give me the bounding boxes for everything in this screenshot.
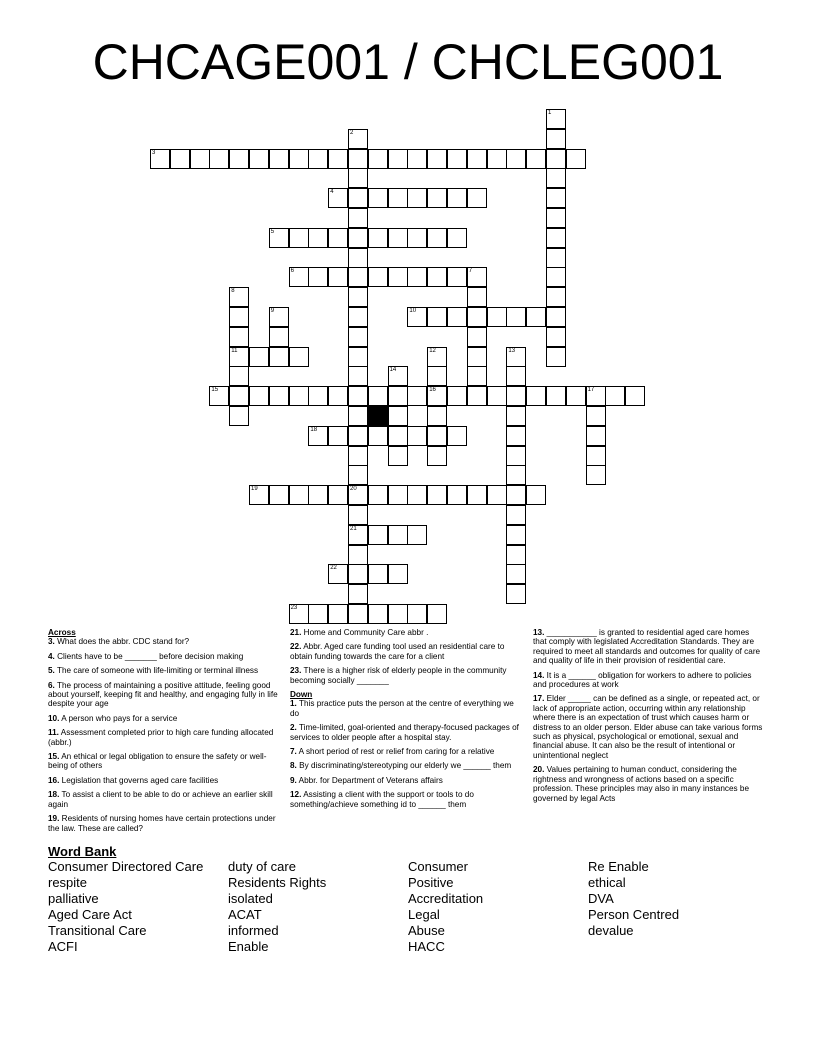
grid-cell[interactable] (447, 307, 467, 327)
clue-number: 16. (48, 775, 60, 785)
grid-cell[interactable] (368, 386, 388, 406)
grid-clue-number: 3 (152, 149, 156, 156)
clue-number: 13. (533, 628, 545, 637)
grid-cell[interactable] (368, 267, 388, 287)
clues-column-3 (533, 628, 765, 808)
clue-number: 4. (48, 651, 55, 661)
word-bank-item: HACC (408, 939, 445, 954)
word-bank-item: DVA (588, 891, 614, 906)
grid-cell[interactable] (348, 347, 368, 367)
grid-cell[interactable] (506, 465, 526, 485)
clue-text: The process of maintaining a positive attitude, feeling good about yourself, keeping fit and healthy, and engaging fully in life despite your age (48, 680, 278, 709)
grid-cell[interactable] (407, 525, 427, 545)
grid-cell[interactable] (348, 386, 368, 406)
clue-number: 10. (48, 713, 60, 723)
shaded-cell (368, 406, 388, 426)
grid-cell[interactable] (348, 564, 368, 584)
word-bank-column (588, 859, 679, 939)
grid-cell[interactable] (427, 604, 447, 624)
grid-cell[interactable] (368, 228, 388, 248)
grid-cell[interactable] (289, 347, 309, 367)
grid-cell[interactable] (209, 149, 229, 169)
grid-cell[interactable] (348, 248, 368, 268)
grid-clue-number: 2 (350, 129, 354, 136)
grid-cell[interactable] (308, 604, 328, 624)
word-bank-item: ethical (588, 875, 626, 890)
grid-cell[interactable] (427, 366, 447, 386)
grid-cell[interactable] (328, 485, 348, 505)
grid-cell[interactable] (526, 149, 546, 169)
grid-cell[interactable] (348, 228, 368, 248)
grid-cell[interactable] (427, 426, 447, 446)
clue-number: 21. (290, 628, 302, 637)
clue-text: Time-limited, goal-oriented and therapy-focused packages of services to older people after a hospital stay. (290, 723, 519, 742)
grid-cell[interactable] (348, 168, 368, 188)
grid-cell[interactable] (427, 188, 447, 208)
grid-clue-number: 16 (429, 387, 436, 394)
clue (48, 637, 278, 646)
grid-cell[interactable] (348, 267, 368, 287)
grid-clue-number: 14 (389, 367, 397, 374)
word-bank-item: ACAT (228, 907, 262, 922)
word-bank-item: Consumer Directored Care (48, 859, 204, 874)
grid-cell[interactable] (229, 149, 249, 169)
grid-cell[interactable] (546, 168, 566, 188)
word-bank-heading: Word Bank (48, 844, 117, 859)
word-bank-column (48, 859, 203, 955)
grid-cell[interactable] (348, 426, 368, 446)
grid-cell[interactable] (348, 366, 368, 386)
clue-number: 12. (290, 790, 302, 800)
grid-clue-number: 4 (330, 189, 334, 196)
grid-cell[interactable] (447, 426, 467, 446)
grid-cell[interactable] (447, 188, 467, 208)
clue-text: Abbr. for Department of Veterans affairs (296, 775, 443, 785)
clue (533, 671, 765, 690)
grid-cell[interactable] (506, 446, 526, 466)
grid-cell[interactable] (506, 307, 526, 327)
grid-cell[interactable] (526, 307, 546, 327)
grid-cell[interactable] (427, 446, 447, 466)
clues-column-1 (48, 628, 278, 838)
grid-cell[interactable] (269, 327, 289, 347)
grid-cell[interactable] (407, 228, 427, 248)
word-bank-item: Residents Rights (228, 875, 327, 890)
page-title: CHCAGE001 / CHCLEG001 (92, 34, 724, 90)
clue-number: 7. (290, 747, 297, 757)
clue (48, 752, 278, 771)
grid-cell[interactable] (586, 426, 606, 446)
grid-cell[interactable] (586, 446, 606, 466)
grid-cell[interactable] (447, 386, 467, 406)
grid-cell[interactable] (388, 446, 408, 466)
grid-cell[interactable] (427, 267, 447, 287)
grid-cell[interactable] (328, 426, 348, 446)
grid-cell[interactable] (348, 406, 368, 426)
clue-text: ___________ is granted to residential aged care homes that comply with legislated Accreditation Standards. They are required to meet all standards and outcomes for quality of care and quality of life in their provision of residential care. (533, 628, 761, 666)
grid-cell[interactable] (348, 188, 368, 208)
clue-number: 19. (48, 814, 60, 824)
word-bank-item: palliative (48, 891, 99, 906)
grid-cell[interactable] (348, 505, 368, 525)
grid-clue-number: 15 (211, 387, 219, 394)
grid-clue-number: 20 (350, 486, 357, 493)
grid-cell[interactable] (388, 485, 408, 505)
clue (48, 776, 278, 785)
grid-cell[interactable] (407, 188, 427, 208)
clue (290, 642, 522, 661)
grid-cell[interactable] (506, 366, 526, 386)
grid-cell[interactable] (348, 149, 368, 169)
grid-clue-number: 18 (310, 426, 318, 433)
clue-number: 18. (48, 790, 60, 800)
word-bank-item: Aged Care Act (48, 907, 132, 922)
word-bank-item: Positive (408, 875, 454, 890)
grid-cell[interactable] (289, 149, 309, 169)
grid-cell[interactable] (427, 307, 447, 327)
word-bank-item: informed (228, 923, 279, 938)
grid-cell[interactable] (348, 604, 368, 624)
clue-number: 11. (48, 728, 59, 738)
word-bank-item: ACFI (48, 939, 78, 954)
grid-cell[interactable] (249, 386, 269, 406)
clue-text: To assist a client to be able to do or achieve an earlier skill again (48, 790, 273, 809)
clue (290, 761, 522, 770)
word-bank-item: duty of care (228, 859, 296, 874)
clue-text: Values pertaining to human conduct, considering the rightness and wrongness of actions based on a specific profession. These principles may also in many instances be governed by legal Acts (533, 765, 750, 803)
clue (48, 652, 278, 661)
clue-text: Clients have to be _______ before decision making (54, 651, 244, 661)
grid-cell[interactable] (467, 327, 487, 347)
clue-number: 17. (533, 694, 545, 704)
clue-text: Home and Community Care abbr . (301, 628, 429, 637)
grid-cell[interactable] (427, 228, 447, 248)
grid-cell[interactable] (368, 604, 388, 624)
grid-cell[interactable] (427, 406, 447, 426)
clue (48, 666, 278, 675)
grid-cell[interactable] (546, 248, 566, 268)
grid-cell[interactable] (308, 386, 328, 406)
clue-text: Assisting a client with the support or tools to do something/achieve something id to ______ them (290, 790, 474, 809)
clue-number: 8. (290, 761, 297, 771)
grid-cell[interactable] (328, 149, 348, 169)
clue-number: 6. (48, 680, 55, 690)
grid-cell[interactable] (467, 485, 487, 505)
grid-cell[interactable] (625, 386, 645, 406)
grid-cell[interactable] (388, 426, 408, 446)
grid-cell[interactable] (427, 485, 447, 505)
clue-text: This practice puts the person at the centre of everything we do (290, 699, 514, 718)
word-bank-column (408, 859, 483, 955)
grid-cell[interactable] (447, 267, 467, 287)
clue (533, 765, 765, 803)
grid-cell[interactable] (388, 188, 408, 208)
word-bank-item: Consumer (408, 859, 468, 874)
grid-cell[interactable] (388, 525, 408, 545)
clue (290, 723, 522, 742)
grid-cell[interactable] (467, 149, 487, 169)
word-bank-column (228, 859, 326, 955)
word-bank-item: isolated (228, 891, 273, 906)
word-bank-item: Abuse (408, 923, 445, 938)
grid-cell[interactable] (308, 485, 328, 505)
grid-cell[interactable] (546, 149, 566, 169)
grid-cell[interactable] (407, 485, 427, 505)
grid-cell[interactable] (467, 386, 487, 406)
clue-number: 5. (48, 666, 55, 676)
grid-cell[interactable] (229, 406, 249, 426)
grid-cell[interactable] (506, 505, 526, 525)
grid-cell[interactable] (506, 564, 526, 584)
clue-text: A person who pays for a service (59, 713, 178, 723)
grid-cell[interactable] (546, 129, 566, 149)
clue-text: By discriminating/stereotyping our elderly we ______ them (296, 761, 512, 771)
grid-cell[interactable] (289, 485, 309, 505)
clue-text: It is a ______ obligation for workers to adhere to policies and procedures at work (533, 670, 752, 690)
grid-cell[interactable] (368, 485, 388, 505)
clue (290, 776, 522, 785)
grid-cell[interactable] (388, 149, 408, 169)
grid-cell[interactable] (506, 426, 526, 446)
word-bank-item: Person Centred (588, 907, 680, 922)
grid-cell[interactable] (467, 347, 487, 367)
grid-cell[interactable] (546, 188, 566, 208)
word-bank-item: Re Enable (588, 859, 649, 874)
grid-cell[interactable] (348, 327, 368, 347)
grid-clue-number: 23 (290, 605, 298, 611)
grid-cell[interactable] (467, 366, 487, 386)
grid-cell[interactable] (308, 149, 328, 169)
grid-cell[interactable] (506, 584, 526, 604)
grid-cell[interactable] (348, 465, 368, 485)
grid-clue-number: 17 (587, 387, 595, 394)
grid-cell[interactable] (368, 525, 388, 545)
grid-cell[interactable] (586, 406, 606, 426)
word-bank-item: devalue (588, 923, 634, 938)
grid-cell[interactable] (407, 267, 427, 287)
clue-text: The care of someone with life-limiting or terminal illness (54, 666, 259, 676)
grid-cell[interactable] (407, 386, 427, 406)
grid-cell[interactable] (566, 386, 586, 406)
grid-cell[interactable] (229, 307, 249, 327)
grid-cell[interactable] (427, 149, 447, 169)
grid-cell[interactable] (269, 386, 289, 406)
grid-cell[interactable] (546, 347, 566, 367)
grid-cell[interactable] (249, 347, 269, 367)
grid-cell[interactable] (467, 287, 487, 307)
grid-cell[interactable] (269, 149, 289, 169)
grid-clue-number: 1 (548, 110, 552, 116)
grid-cell[interactable] (388, 604, 408, 624)
grid-cell[interactable] (546, 267, 566, 287)
word-bank-item: Legal (408, 907, 440, 922)
grid-cell[interactable] (546, 287, 566, 307)
clue (533, 628, 765, 666)
grid-clue-number: 6 (290, 268, 294, 275)
grid-cell[interactable] (388, 267, 408, 287)
clue-number: 22. (290, 642, 302, 652)
clue-text: What does the abbr. CDC stand for? (54, 637, 190, 647)
grid-cell[interactable] (348, 584, 368, 604)
clue (290, 666, 522, 685)
clue-number: 15. (48, 752, 60, 762)
clue-number: 20. (533, 765, 545, 775)
clue-text: Residents of nursing homes have certain protections under the law. These are called? (48, 814, 276, 833)
grid-cell[interactable] (368, 149, 388, 169)
clue (48, 681, 278, 709)
grid-cell[interactable] (487, 149, 507, 169)
grid-cell[interactable] (368, 564, 388, 584)
grid-cell[interactable] (546, 307, 566, 327)
grid-clue-number: 13 (508, 347, 516, 354)
grid-cell[interactable] (348, 307, 368, 327)
grid-cell[interactable] (229, 327, 249, 347)
clue (290, 699, 522, 718)
grid-clue-number: 19 (251, 486, 258, 493)
across-heading: Across (48, 628, 76, 637)
grid-cell[interactable] (348, 287, 368, 307)
word-bank-item: respite (48, 875, 88, 890)
grid-cell[interactable] (506, 545, 526, 565)
grid-cell[interactable] (566, 149, 586, 169)
grid-cell[interactable] (289, 386, 309, 406)
grid-cell[interactable] (546, 386, 566, 406)
grid-cell[interactable] (388, 406, 408, 426)
grid-cell[interactable] (546, 228, 566, 248)
grid-cell[interactable] (308, 267, 328, 287)
grid-cell[interactable] (407, 426, 427, 446)
clue (290, 628, 522, 637)
grid-cell[interactable] (289, 228, 309, 248)
clue (290, 747, 522, 756)
grid-cell[interactable] (368, 426, 388, 446)
grid-cell[interactable] (407, 604, 427, 624)
grid-cell[interactable] (388, 228, 408, 248)
word-bank-item: Accreditation (408, 891, 484, 906)
clue-text: Elder _____ can be defined as a single, or repeated act, or lack of appropriate action, occurring within any relationship where there is an expectation of trust which causes harm or distress to an older person. Elder abuse can take various forms such as physical, psychological or emotional, sexual and financial abuse. It can also be the result of intentional or unintentional neglect (533, 694, 763, 760)
grid-cell[interactable] (229, 386, 249, 406)
grid-cell[interactable] (506, 406, 526, 426)
grid-cell[interactable] (368, 188, 388, 208)
grid-cell[interactable] (447, 149, 467, 169)
clues-column-2 (290, 628, 522, 814)
grid-cell[interactable] (328, 604, 348, 624)
grid-cell[interactable] (467, 188, 487, 208)
grid-cell[interactable] (328, 386, 348, 406)
grid-cell[interactable] (269, 347, 289, 367)
grid-clue-number: 8 (231, 288, 235, 295)
grid-cell[interactable] (526, 485, 546, 505)
clue-text: Abbr. Aged care funding tool used an residential care to obtain funding towards the care for a client (290, 642, 505, 661)
grid-clue-number: 22 (330, 565, 337, 572)
grid-cell[interactable] (348, 208, 368, 228)
grid-clue-number: 12 (429, 347, 436, 354)
grid-cell[interactable] (447, 485, 467, 505)
clue-number: 9. (290, 775, 297, 785)
clue-text: There is a higher risk of elderly people in the community becoming socially _______ (290, 666, 507, 685)
clue (48, 814, 278, 833)
grid-cell[interactable] (546, 208, 566, 228)
down-heading: Down (290, 690, 313, 700)
grid-cell[interactable] (605, 386, 625, 406)
word-bank-item: Transitional Care (48, 923, 147, 938)
grid-cell[interactable] (506, 149, 526, 169)
grid-cell[interactable] (546, 327, 566, 347)
clue-number: 23. (290, 666, 302, 676)
grid-cell[interactable] (506, 525, 526, 545)
grid-cell[interactable] (308, 228, 328, 248)
grid-cell[interactable] (388, 564, 408, 584)
grid-cell[interactable] (506, 386, 526, 406)
grid-cell[interactable] (467, 307, 487, 327)
grid-cell[interactable] (388, 386, 408, 406)
grid-cell[interactable] (348, 545, 368, 565)
clue-number: 14. (533, 670, 545, 680)
grid-cell[interactable] (487, 485, 507, 505)
clue-number: 1. (290, 699, 297, 709)
clue (48, 790, 278, 809)
grid-cell[interactable] (190, 149, 210, 169)
clue-text: An ethical or legal obligation to ensure the safety or well-being of others (48, 752, 267, 771)
grid-clue-number: 9 (270, 308, 275, 314)
grid-clue-number: 10 (409, 308, 417, 314)
grid-cell[interactable] (249, 149, 269, 169)
grid-cell[interactable] (328, 228, 348, 248)
grid-clue-number: 5 (270, 228, 275, 235)
grid-cell[interactable] (447, 228, 467, 248)
clue-number: 3. (48, 637, 55, 647)
clue (48, 714, 278, 723)
grid-clue-number: 21 (350, 525, 357, 532)
grid-cell[interactable] (407, 149, 427, 169)
grid-cell[interactable] (229, 366, 249, 386)
clue-text: Legislation that governs aged care facilities (59, 775, 219, 785)
grid-cell[interactable] (328, 267, 348, 287)
grid-cell[interactable] (506, 485, 526, 505)
word-bank-item: Enable (228, 939, 269, 954)
grid-cell[interactable] (487, 386, 507, 406)
clue (48, 728, 278, 747)
grid-cell[interactable] (269, 485, 289, 505)
grid-clue-number: 7 (468, 268, 473, 275)
grid-clue-number: 11 (231, 347, 238, 354)
grid-cell[interactable] (487, 307, 507, 327)
grid-cell[interactable] (170, 149, 190, 169)
clue (533, 694, 765, 760)
clue-text: Assessment completed prior to high care funding allocated (abbr.) (48, 728, 274, 747)
grid-cell[interactable] (526, 386, 546, 406)
grid-cell[interactable] (348, 446, 368, 466)
clue-number: 2. (290, 723, 297, 733)
grid-cell[interactable] (586, 465, 606, 485)
clue-text: A short period of rest or relief from caring for a relative (296, 747, 495, 757)
clue (290, 790, 522, 809)
